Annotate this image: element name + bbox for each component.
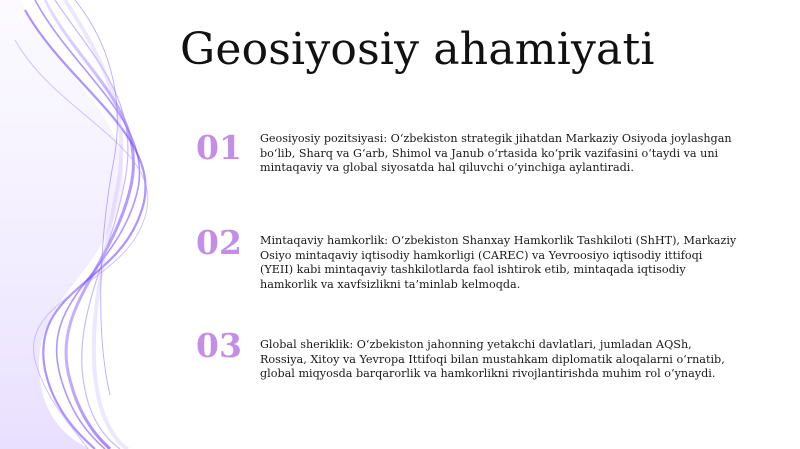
list-item bbox=[196, 225, 756, 295]
item-text: Mintaqaviy hamkorlik: O‘zbekiston Shanxay Hamkorlik Tashkiloti (ShHT), Markaziy Osiyo mintaqaviy iqtisodiy hamkorligi (CAREC) va Yevroosiyo iqtisodiy ittifoqi (YEII) kabi mintaqaviy tashkilotlarda faol ishtirok etib, mintaqada iqtisodiy hamkorlik va xavfsizlikni ta’minlab kelmoqda. bbox=[260, 234, 737, 291]
item-number: 01 bbox=[196, 128, 242, 167]
list-item bbox=[196, 328, 756, 388]
item-number: 03 bbox=[196, 326, 242, 365]
item-text: Global sheriklik: O‘zbekiston jahonning yetakchi davlatlari, jumladan AQSh, Rossiya, Xitoy va Yevropa Ittifoqi bilan mustahkam diplomatik aloqalarni o‘rnatib, global miqyosda barqarorlik va hamkorlikni rivojlantirishda muhim rol o‘ynaydi. bbox=[260, 338, 725, 380]
list-item bbox=[196, 130, 756, 190]
ribbon-decoration bbox=[0, 0, 210, 449]
item-number: 02 bbox=[196, 223, 242, 262]
slide-title: Geosiyosiy ahamiyati bbox=[180, 24, 655, 75]
item-text: Geosiyosiy pozitsiyasi: O‘zbekiston strategik jihatdan Markaziy Osiyoda joylashgan bo‘lib, Sharq va G‘arb, Shimol va Janub o‘rtasida ko‘prik vazifasini o‘taydi va uni mintaqaviy va global siyosatda hal qiluvchi o‘yinchiga aylantiradi. bbox=[260, 132, 732, 174]
